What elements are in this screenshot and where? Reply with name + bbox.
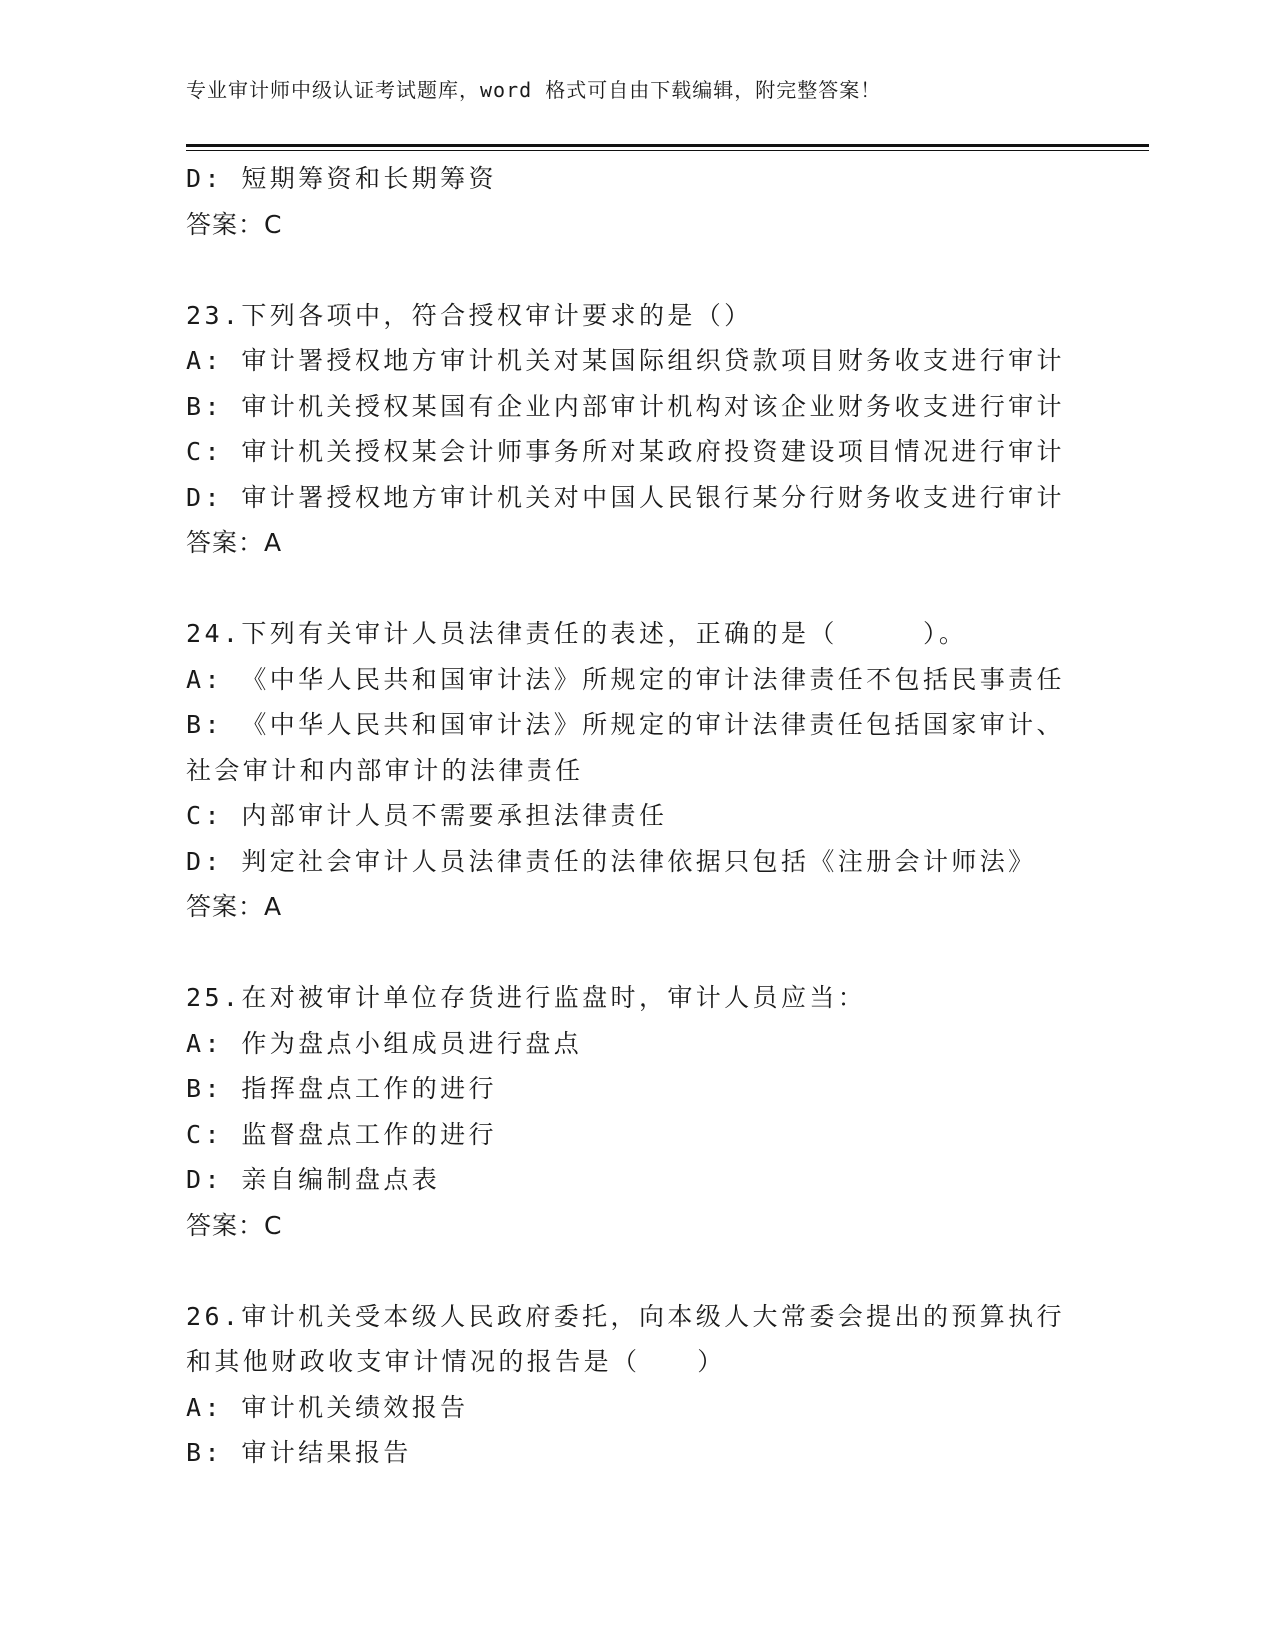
option-d: D: 亲自编制盘点表 bbox=[186, 1165, 441, 1194]
option-c: C: 内部审计人员不需要承担法律责任 bbox=[186, 801, 668, 830]
header-rule-thin bbox=[186, 150, 1149, 151]
option-c: C: 监督盘点工作的进行 bbox=[186, 1119, 497, 1149]
question-25 bbox=[186, 975, 1126, 1248]
option-a: A: 《中华人民共和国审计法》所规定的审计法律责任不包括民事责任 bbox=[186, 664, 1065, 694]
option-b-continued: 社会审计和内部审计的法律责任 bbox=[186, 755, 584, 785]
option-a: A: 作为盘点小组成员进行盘点 bbox=[186, 1028, 583, 1058]
question-stem: 25.在对被审计单位存货进行监盘时，审计人员应当： bbox=[186, 983, 867, 1012]
option-d: D: 短期筹资和长期筹资 bbox=[186, 164, 497, 193]
answer-line: 答案：C bbox=[186, 1210, 283, 1240]
option-b: B: 指挥盘点工作的进行 bbox=[186, 1074, 497, 1103]
question-stem: 23.下列各项中，符合授权审计要求的是（） bbox=[186, 300, 753, 330]
question-26 bbox=[186, 1294, 1126, 1476]
option-d: D: 审计署授权地方审计机关对中国人民银行某分行财务收支进行审计 bbox=[186, 482, 1065, 512]
option-d: D: 判定社会审计人员法律责任的法律依据只包括《注册会计师法》 bbox=[186, 846, 1037, 876]
answer-line: 答案：C bbox=[186, 209, 283, 239]
question-stem: 24.下列有关审计人员法律责任的表述，正确的是（ ）。 bbox=[186, 619, 968, 648]
option-a: A: 审计署授权地方审计机关对某国际组织贷款项目财务收支进行审计 bbox=[186, 346, 1065, 375]
option-c: C: 审计机关授权某会计师事务所对某政府投资建设项目情况进行审计 bbox=[186, 437, 1065, 466]
header-rule-thick bbox=[186, 144, 1149, 147]
question-stem-continued: 和其他财政收支审计情况的报告是（ ） bbox=[186, 1347, 726, 1376]
option-b: B: 审计结果报告 bbox=[186, 1438, 412, 1467]
option-a: A: 审计机关绩效报告 bbox=[186, 1392, 469, 1422]
question-stem: 26.审计机关受本级人民政府委托，向本级人大常委会提出的预算执行 bbox=[186, 1301, 1065, 1331]
answer-line: 答案：A bbox=[186, 528, 283, 557]
question-23 bbox=[186, 293, 1126, 566]
question-24 bbox=[186, 611, 1126, 930]
option-b: B: 审计机关授权某国有企业内部审计机构对该企业财务收支进行审计 bbox=[186, 391, 1065, 421]
option-b: B: 《中华人民共和国审计法》所规定的审计法律责任包括国家审计、 bbox=[186, 710, 1065, 739]
answer-line: 答案：A bbox=[186, 892, 283, 921]
question-content bbox=[186, 156, 1126, 1476]
page-header: 专业审计师中级认证考试题库，word 格式可自由下载编辑，附完整答案！ bbox=[186, 78, 882, 102]
